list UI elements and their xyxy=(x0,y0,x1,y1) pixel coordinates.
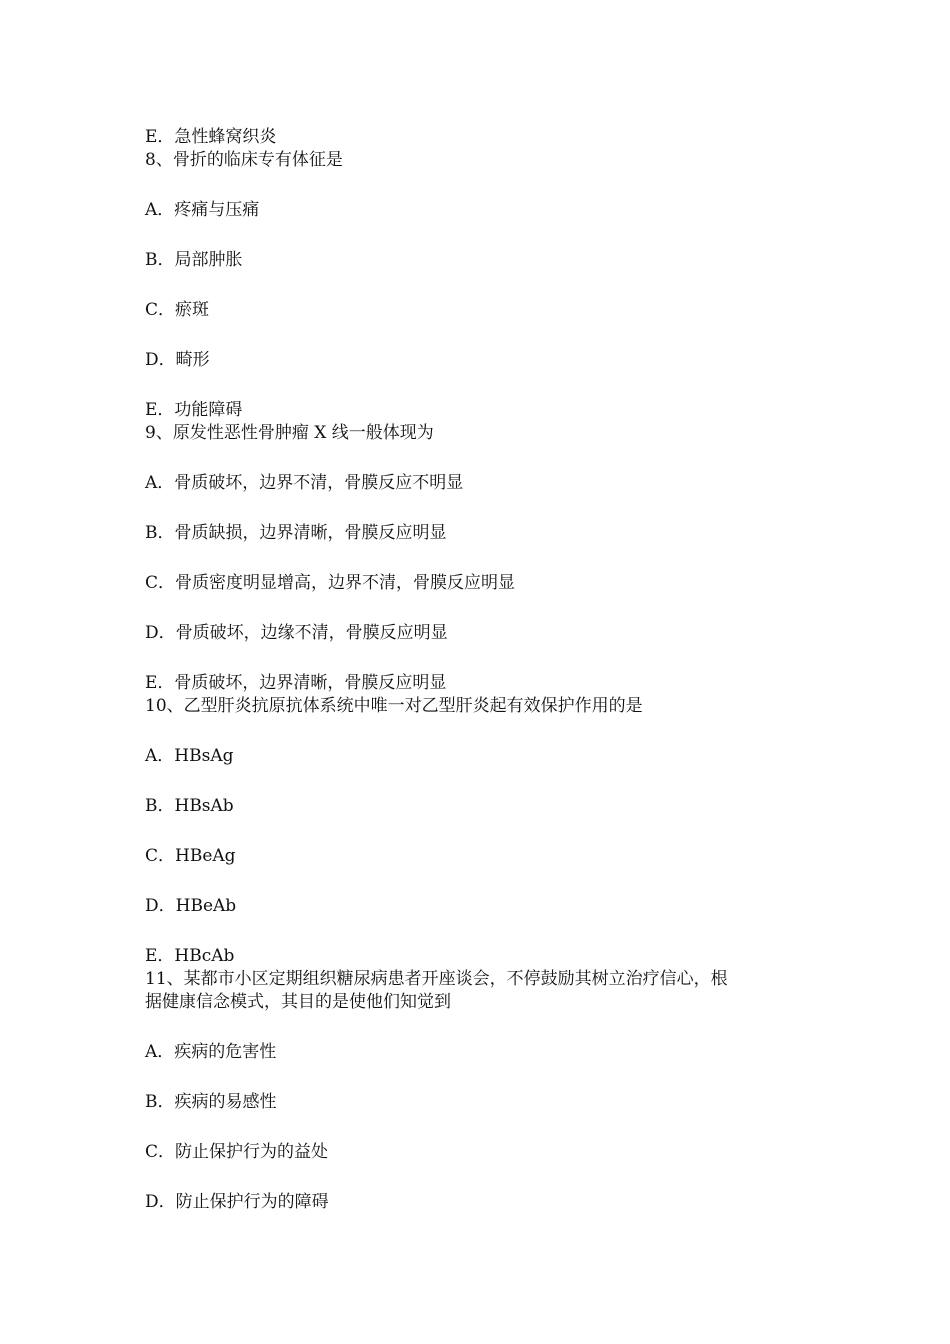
option-line: B．HBsAb xyxy=(145,796,234,816)
option-line: A．疼痛与压痛 xyxy=(145,200,260,220)
option-text xyxy=(145,622,815,645)
option-text xyxy=(145,472,815,495)
option-line: D．HBeAb xyxy=(145,896,237,916)
question-text xyxy=(145,149,815,172)
option-line: C．防止保护行为的益处 xyxy=(145,1142,329,1162)
option-line: E．功能障碍 xyxy=(145,400,243,420)
option-line: C．瘀斑 xyxy=(145,300,210,320)
option-text xyxy=(145,1091,815,1114)
option-line: D．防止保护行为的障碍 xyxy=(145,1192,329,1212)
option-line: D．畸形 xyxy=(145,350,210,370)
option-text xyxy=(145,249,815,272)
option-line: D．骨质破坏，边缘不清，骨膜反应明显 xyxy=(145,623,448,643)
question-line: 9、原发性恶性骨肿瘤 X 线一般体现为 xyxy=(145,423,434,443)
option-line: A．疾病的危害性 xyxy=(145,1042,277,1062)
question-text xyxy=(145,968,815,1014)
option-text xyxy=(145,1191,815,1214)
question-line-continued: 据健康信念模式，其目的是使他们知觉到 xyxy=(145,992,451,1012)
question-line: 11、某都市小区定期组织糖尿病患者开座谈会，不停鼓励其树立治疗信心，根 xyxy=(145,969,728,989)
option-line: A．HBsAg xyxy=(145,746,234,766)
question-line: 8、骨折的临床专有体征是 xyxy=(145,150,343,170)
option-text xyxy=(145,845,815,868)
option-text xyxy=(145,126,815,149)
question-line: 10、乙型肝炎抗原抗体系统中唯一对乙型肝炎起有效保护作用的是 xyxy=(145,696,643,716)
option-text xyxy=(145,572,815,595)
question-text xyxy=(145,695,815,718)
option-text xyxy=(145,299,815,322)
option-text xyxy=(145,672,815,695)
option-text xyxy=(145,1141,815,1164)
option-line: B．骨质缺损，边界清晰，骨膜反应明显 xyxy=(145,523,447,543)
option-line: C．骨质密度明显增高，边界不清，骨膜反应明显 xyxy=(145,573,516,593)
option-text xyxy=(145,795,815,818)
option-line: B．疾病的易感性 xyxy=(145,1092,277,1112)
option-line: E．急性蜂窝织炎 xyxy=(145,127,277,147)
option-text xyxy=(145,399,815,422)
option-text xyxy=(145,199,815,222)
option-text xyxy=(145,745,815,768)
document-page xyxy=(145,126,815,1241)
option-text xyxy=(145,522,815,545)
option-text xyxy=(145,945,815,968)
question-text xyxy=(145,422,815,445)
option-text xyxy=(145,1041,815,1064)
option-line: C．HBeAg xyxy=(145,846,236,866)
option-line: E．骨质破坏，边界清晰，骨膜反应明显 xyxy=(145,673,447,693)
option-line: A．骨质破坏，边界不清，骨膜反应不明显 xyxy=(145,473,464,493)
option-line: B．局部肿胀 xyxy=(145,250,243,270)
option-text xyxy=(145,349,815,372)
option-line: E．HBcAb xyxy=(145,946,235,966)
option-text xyxy=(145,895,815,918)
